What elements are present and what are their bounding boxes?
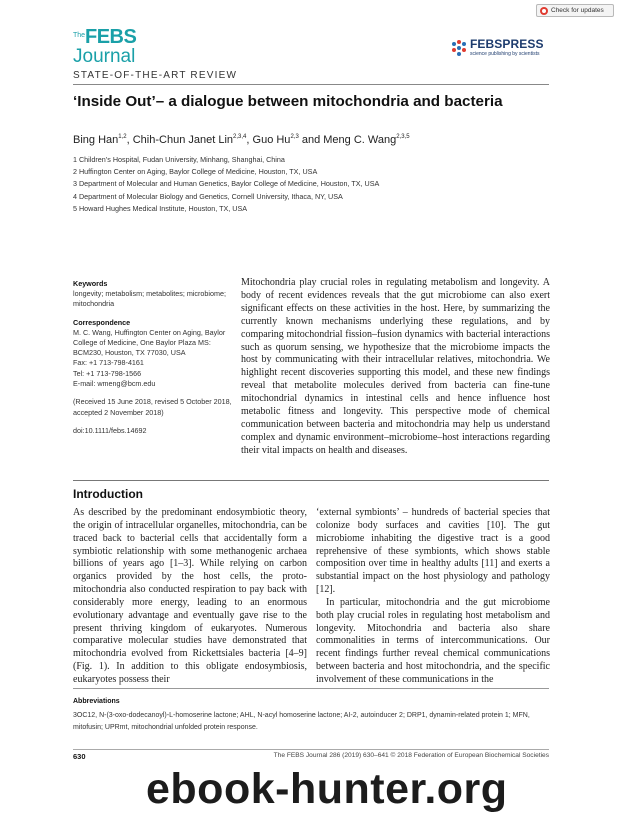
affiliation-item: 2 Huffington Center on Aging, Baylor College of Medicine, Houston, TX, USA — [73, 167, 318, 177]
abbreviations-heading: Abbreviations — [73, 698, 120, 705]
footer-citation: The FEBS Journal 286 (2019) 630–641 © 2018 Federation of European Biochemical Societies — [273, 752, 549, 759]
body-column-right — [316, 507, 550, 687]
article-type-label: STATE-OF-THE-ART REVIEW — [73, 70, 238, 81]
watermark-text: ebook-hunter.org — [146, 765, 508, 813]
check-updates-icon — [540, 7, 548, 15]
correspondence-email[interactable]: E-mail: wmeng@bcm.edu — [73, 379, 156, 389]
author-name: Bing Han — [73, 134, 119, 146]
affiliation-item: 5 Howard Hughes Medical Institute, Houston, TX, USA — [73, 203, 248, 213]
keywords-text: longevity; metabolism; metabolites; microbiome; mitochondria — [73, 289, 226, 309]
author-separator: , — [126, 134, 133, 146]
keywords-heading: Keywords — [73, 279, 108, 288]
abstract-text: Mitochondria play crucial roles in regulating metabolism and longevity. A body of recent evidences reveals that the gut microbiome can also exert significant effects on these activities in the host. Here, by summarizing the currently known mechanisms underlying these regulations, and by comparing mitochondrial fission–fusion dynamics with bacterial interactions such as quorum sensing, we hypothesize that the microbiome impacts the host by communicating with their intracellular relatives, mitochondria. We highlight recent discoveries supporting this model, and these new findings reveal that metabolite molecules derived from bacteria can fine-tune mitochondrial dynamics in intestinal cells and hence influence host metabolic fitness and longevity. This perspective mode of chemical communication between bacteria and mitochondria may help us understand complex and dynamic environment–microbiome–host interactions regarding their vital impacts on health and diseases. — [241, 277, 550, 456]
author-name: Guo Hu — [252, 134, 291, 146]
correspondence-fax: Fax: +1 713-798-4161 — [73, 358, 144, 368]
journal-logo-journal: Journal — [73, 46, 136, 67]
author-name: Meng C. Wang — [323, 134, 397, 146]
author-separator: , — [246, 134, 253, 146]
author-list — [73, 134, 549, 146]
article-title: ‘Inside Out’– a dialogue between mitochondria and bacteria — [73, 93, 503, 110]
febs-journal-logo — [73, 27, 147, 69]
author-affiliation-marks: 1,2 — [118, 134, 127, 140]
intro-paragraph: As described by the predominant endosymbiotic theory, the origin of intracellular organelles, mitochondria, can be traced back to bacterial cells that accidentally form a symbiotic relationship with some methanogenic archaea billions of years ago [1–3]. While relying on carbon organics provided by the host cells, the proto-mitochondria also conducted respiration to pay back with considerably more energy, leading to an enormous evolutionary advantage and eventually gave rise to the present thriving kingdom of eukaryotes. Numerous comparative molecular studies have demonstrated that mitochondria evolved from Rickettsiales bacteria [4–9] (Fig. 1). In addition to this obligate endosymbiosis, eukaryotes possess their — [73, 507, 307, 685]
header-divider — [73, 84, 549, 85]
author-name: Chih-Chun Janet Lin — [132, 134, 234, 146]
affiliation-item: 1 Children’s Hospital, Fudan University, Minhang, Shanghai, China — [73, 155, 285, 164]
abbreviations-divider — [73, 688, 549, 689]
febs-press-mark-icon — [450, 39, 468, 57]
introduction-heading: Introduction — [73, 487, 143, 501]
correspondence-tel: Tel: +1 713-798-1566 — [73, 368, 142, 378]
press-logo-name: FEBSPRESS — [470, 37, 544, 51]
author-separator: and — [298, 134, 324, 146]
febs-press-logo — [450, 37, 570, 61]
check-updates-label: Check for updates — [551, 7, 604, 14]
intro-paragraph: In particular, mitochondria and the gut microbiome both play crucial roles in regulating host metabolism and longevity. Mitochondria and bacteria also share commonalities in terms of intercommunications. Our recent findings further reveal chemical communications between bacteria and host mitochondria, and the specific involvement of these communications in the — [316, 596, 550, 685]
intro-paragraph: ‘external symbionts’ – hundreds of bacterial species that colonize body surfaces and cavities [10]. The gut microbiome inhabiting the digestive tract is a good reprehensive of these symbionts, which shows stable composition over time in healthy adults [11] and exerts a substantial impact on the host physiology and pathology [12]. — [316, 507, 550, 596]
doi-link[interactable]: doi:10.1111/febs.14692 — [73, 425, 147, 435]
affiliation-list — [73, 154, 549, 215]
abbreviations-text: 3OC12, N-(3-oxo-dodecanoyl)-L-homoserine lactone; AHL, N-acyl homoserine lactone; AI-2, autoinducer 2; DRP1, dynamin-related protein 1; MFN, mitofusin; UPRmt, mitochondrial unfolded protein response. — [73, 712, 530, 731]
check-for-updates-badge[interactable] — [536, 4, 614, 17]
correspondence-address: M. C. Wang, Huffington Center on Aging, Baylor College of Medicine, One Baylor Plaza MS: BCM230, Houston, TX 77030, USA — [73, 327, 226, 358]
affiliation-item: 4 Department of Molecular Biology and Genetics, Cornell University, Ithaca, NY, USA — [73, 191, 343, 201]
affiliation-item: 3 Department of Molecular and Human Genetics, Baylor College of Medicine, Houston, TX, USA — [73, 179, 380, 189]
journal-logo-febs: FEBS — [85, 26, 137, 48]
received-dates: (Received 15 June 2018, revised 5 October 2018, accepted 2 November 2018) — [73, 397, 232, 417]
author-affiliation-marks: 2,3,4 — [233, 134, 247, 140]
author-affiliation-marks: 2,3,5 — [396, 134, 410, 140]
author-affiliation-marks: 2,3 — [290, 134, 299, 140]
intro-divider — [73, 480, 549, 481]
article-metadata-sidebar — [73, 279, 233, 436]
footer-divider — [73, 749, 549, 750]
journal-logo-the: The — [73, 32, 86, 39]
correspondence-heading: Correspondence — [73, 317, 131, 327]
body-column-left — [73, 507, 307, 687]
press-logo-tagline: science publishing by scientists — [470, 51, 540, 57]
page-number: 630 — [73, 752, 86, 761]
